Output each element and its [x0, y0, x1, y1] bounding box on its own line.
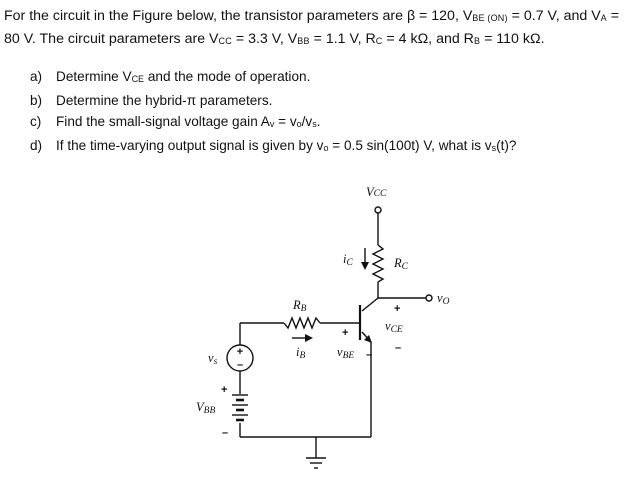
intro-text-4: = 3.3 V, V — [231, 31, 298, 47]
question-a-text-1: Determine V — [56, 69, 132, 84]
vo-terminal — [426, 295, 432, 301]
intro-sub-5: C — [375, 36, 383, 46]
question-b-text: Determine the hybrid-π parameters. — [56, 93, 273, 108]
vbb-label: VBB — [196, 400, 216, 416]
question-d-text-1: If the time-varying output signal is given by v — [56, 138, 324, 153]
vo-label: vO — [437, 291, 450, 307]
question-a-label: a) — [30, 69, 43, 84]
intro-sub-3: CC — [218, 36, 232, 46]
vce-label: vCE — [385, 319, 403, 335]
vs-source-plus: + — [236, 346, 244, 358]
question-d-sub-1: o — [323, 143, 329, 153]
intro-text-7: = 110 kΩ. — [480, 31, 545, 47]
vbb-minus: – — [222, 427, 229, 439]
rc-resistor — [373, 245, 383, 282]
vbb-battery — [232, 395, 248, 420]
question-a-sub-1: CE — [131, 74, 145, 84]
question-d-label: d) — [30, 138, 43, 153]
rb-label: RB — [293, 298, 307, 314]
rc-label: RC — [394, 256, 408, 272]
intro-sub-4: BB — [297, 36, 310, 46]
question-c-text-2: = v — [274, 114, 297, 129]
rb-resistor — [284, 318, 320, 328]
question-c-sub-3: s — [312, 119, 317, 129]
question-c-label: c) — [30, 114, 42, 129]
ic-label: iC — [343, 252, 353, 268]
ib-label: iB — [296, 345, 306, 361]
vcc-label: VCC — [366, 185, 387, 199]
intro-text-6: = 4 kΩ, and R — [382, 31, 474, 47]
question-b-label: b) — [30, 93, 43, 108]
vs-source-minus: – — [236, 359, 244, 371]
intro-sub-2: A — [600, 13, 607, 23]
vbe-minus: – — [366, 349, 373, 361]
intro-sub-1: BE (ON) — [472, 13, 508, 23]
intro-text-5: = 1.1 V, R — [309, 31, 376, 47]
circuit-wires — [240, 207, 432, 468]
intro-text-1: For the circuit in the Figure below, the transistor parameters are β = 120, V — [4, 8, 473, 24]
vcc-terminal — [375, 207, 381, 213]
intro-sub-6: B — [473, 36, 481, 46]
question-c-sub-2: o — [296, 119, 302, 129]
vbe-label: vBE — [337, 345, 355, 361]
question-a-text-2: and the mode of operation. — [144, 69, 311, 84]
ic-arrow — [361, 248, 369, 270]
vbb-plus: + — [221, 384, 228, 396]
intro-text-3: = 80 V. The circuit parameters are V — [4, 8, 620, 47]
question-d-text-3: (t)? — [496, 138, 517, 153]
question-c-text-4: . — [316, 114, 321, 129]
ib-arrow — [292, 334, 313, 342]
question-d-sub-2: s — [491, 143, 497, 153]
question-c-sub-1: v — [269, 119, 275, 129]
question-c-text-3: /v — [301, 114, 313, 129]
intro-text-2: = 0.7 V, and V — [507, 8, 601, 24]
question-d-text-2: = 0.5 sin(100t) V, what is v — [328, 138, 492, 153]
question-c-text-1: Find the small-signal voltage gain A — [56, 114, 270, 129]
vce-minus: – — [395, 342, 402, 354]
vs-label: vs — [208, 351, 218, 367]
vce-plus: + — [394, 303, 401, 315]
vbe-plus: + — [342, 327, 349, 339]
